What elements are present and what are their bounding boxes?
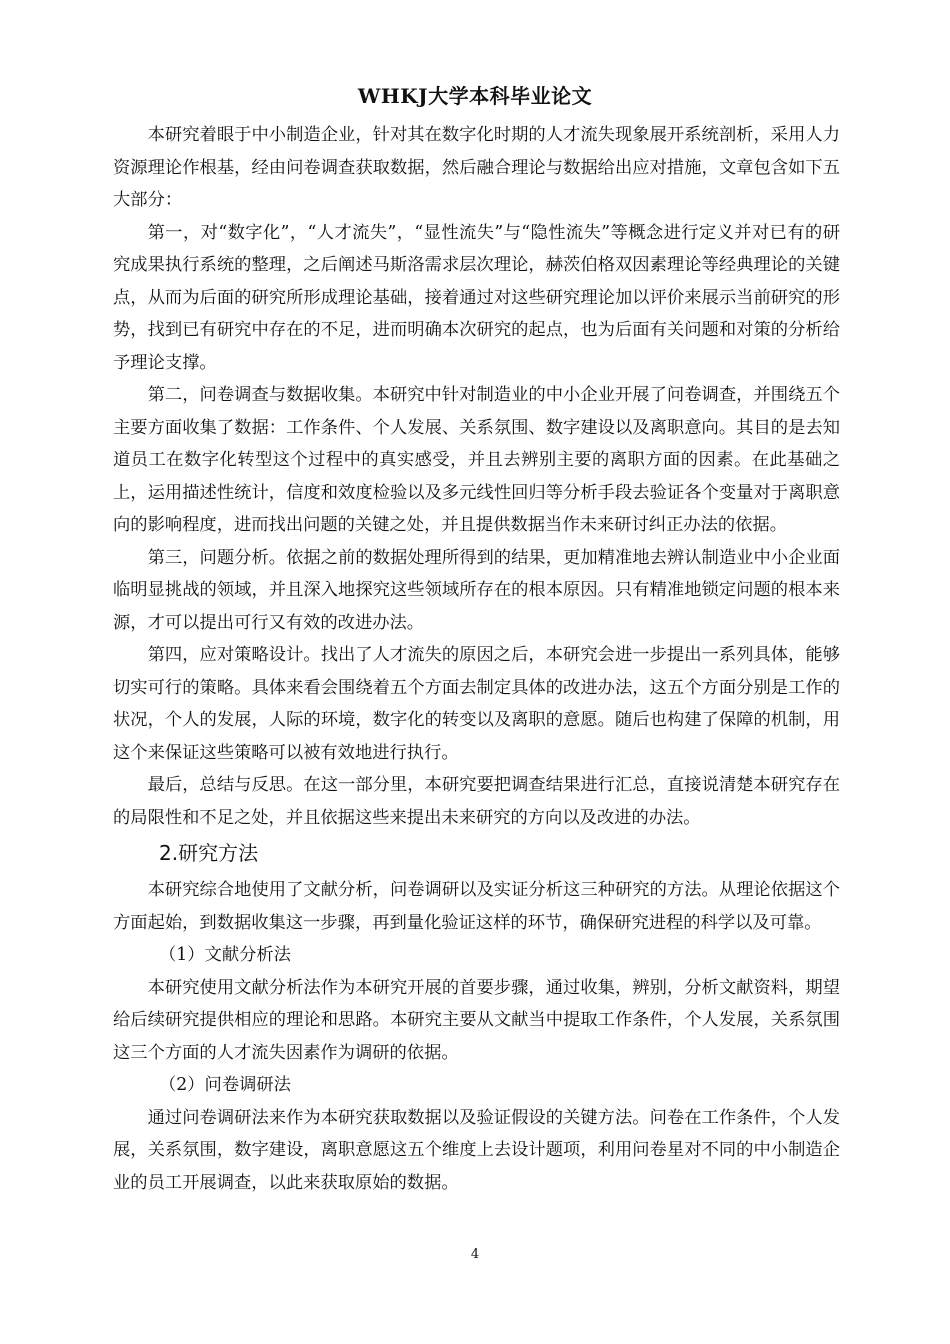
part4-paragraph: 第四，应对策略设计。找出了人才流失的原因之后，本研究会进一步提出一系列具体，能够切实可行的策略。具体来看会围绕着五个方面去制定具体的改进办法，这五个方面分别是工作的状况，个人的发展，人际的环境，数字化的转变以及离职的意愿。随后也构建了保障的机制，用这个来保证这些策略可以被有效地进行执行。 <box>113 645 840 763</box>
part5-paragraph: 最后，总结与反思。在这一部分里，本研究要把调查结果进行汇总，直接说清楚本研究存在的局限性和不足之处，并且依据这些来提出未来研究的方向以及改进的办法。 <box>113 775 840 828</box>
body-text <box>113 119 840 1199</box>
part2-paragraph: 第二，问卷调查与数据收集。本研究中针对制造业的中小企业开展了问卷调查，并围绕五个主要方面收集了数据：工作条件、个人发展、关系氛围、数字建设以及离职意向。其目的是去知道员工在数字化转型这个过程中的真实感受，并且去辨别主要的离职方面的因素。在此基础之上，运用描述性统计，信度和效度检验以及多元线性回归等分析手段去验证各个变量对于离职意向的影响程度，进而找出问题的关键之处，并且提供数据当作未来研讨纠正办法的依据。 <box>113 385 840 535</box>
method1-heading: （1）文献分析法 <box>159 945 291 965</box>
method2-paragraph: 通过问卷调研法来作为本研究获取数据以及验证假设的关键方法。问卷在工作条件，个人发展，关系氛围，数字建设，离职意愿这五个维度上去设计题项，利用问卷星对不同的中小制造企业的员工开展调查，以此来获取原始的数据。 <box>113 1107 840 1193</box>
method2-heading: （2）问卷调研法 <box>159 1075 291 1095</box>
running-header: WHKJ大学本科毕业论文 <box>357 84 593 108</box>
methods-intro-paragraph: 本研究综合地使用了文献分析，问卷调研以及实证分析这三种研究的方法。从理论依据这个方面起始，到数据收集这一步骤，再到量化验证这样的环节，确保研究进程的科学以及可靠。 <box>113 880 840 933</box>
part3-paragraph: 第三，问题分析。依据之前的数据处理所得到的结果，更加精准地去辨认制造业中小企业面临明显挑战的领域，并且深入地探究这些领域所存在的根本原因。只有精准地锁定问题的根本来源，才可以提出可行又有效的改进办法。 <box>113 547 840 633</box>
method1-paragraph: 本研究使用文献分析法作为本研究开展的首要步骤，通过收集，辨别，分析文献资料，期望给后续研究提供相应的理论和思路。本研究主要从文献当中提取工作条件，个人发展，关系氛围这三个方面的人才流失因素作为调研的依据。 <box>113 977 840 1063</box>
page-number: 4 <box>470 1247 480 1262</box>
section-heading: 2.研究方法 <box>159 841 259 865</box>
intro-paragraph: 本研究着眼于中小制造企业，针对其在数字化时期的人才流失现象展开系统剖析，采用人力资源理论作根基，经由问卷调查获取数据，然后融合理论与数据给出应对措施，文章包含如下五大部分： <box>113 125 840 210</box>
part1-paragraph: 第一，对“数字化”，“人才流失”，“显性流失”与“隐性流失”等概念进行定义并对已有的研究成果执行系统的整理，之后阐述马斯洛需求层次理论，赫茨伯格双因素理论等经典理论的关键点，从而为后面的研究所形成理论基础，接着通过对这些研究理论加以评价来展示当前研究的形势，找到已有研究中存在的不足，进而明确本次研究的起点，也为后面有关问题和对策的分析给予理论支撑。 <box>113 222 840 373</box>
